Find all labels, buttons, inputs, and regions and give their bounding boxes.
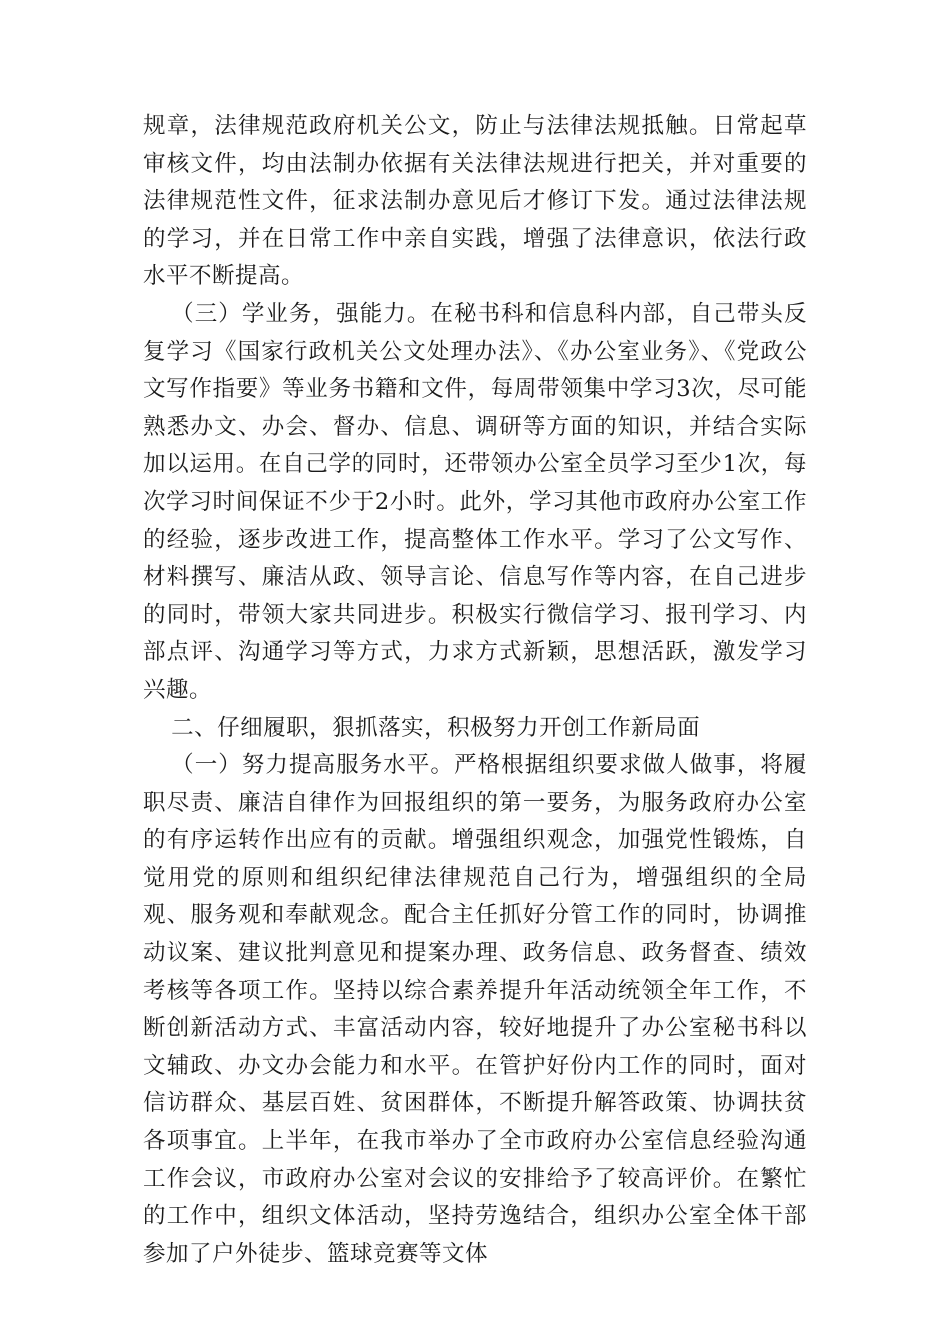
paragraph-service-level: （一）努力提高服务水平。严格根据组织要求做人做事，将履职尽责、廉洁自律作为回报组织的第一要务，为服务政府办公室的有序运转作出应有的贡献。增强组织观念，加强党性锻炼，自觉用党的原则和组织纪律法律规范自己行为，增强组织的全局观、服务观和奉献观念。配合主任抓好分管工作的同时，协调推动议案、建议批判意见和提案办理、政务信息、政务督查、绩效考核等各项工作。坚持以综合素养提升年活动统领全年工作，不断创新活动方式、丰富活动内容，较好地提升了办公室秘书科以文辅政、办文办会能力和水平。在管护好份内工作的同时，面对信访群众、基层百姓、贫困群体，不断提升解答政策、协调扶贫各项事宜。上半年，在我市举办了全市政府办公室信息经验沟通工作会议，市政府办公室对会议的安排给予了较高评价。在繁忙的工作中，组织文体活动，坚持劳逸结合，组织办公室全体干部参加了户外徒步、篮球竞赛等文体	[143, 752, 807, 1267]
paragraph-study-business: （三）学业务，强能力。在秘书科和信息科内部，自己带头反复学习《国家行政机关公文处理办法》、《办公室业务》、《党政公文写作指要》等业务书籍和文件，每周带领集中学习3次，尽可能熟悉办文、办会、督办、信息、调研等方面的知识，并结合实际加以运用。在自己学的同时，还带领办公室全员学习至少1次，每次学习时间保证不少于2小时。此外，学习其他市政府办公室工作的经验，逐步改进工作，提高整体工作水平。学习了公文写作、材料撰写、廉洁从政、领导言论、信息写作等内容，在自己进步的同时，带领大家共同进步。积极实行微信学习、报刊学习、内部点评、沟通学习等方式，力求方式新颖，思想活跃，激发学习兴趣。	[143, 300, 807, 703]
document-body	[143, 108, 807, 1273]
section-heading-two: 二、仔细履职，狠抓落实，积极努力开创工作新局面	[171, 714, 701, 741]
paragraph-law-practice: 规章，法律规范政府机关公文，防止与法律法规抵触。日常起草审核文件，均由法制办依据有关法律法规进行把关，并对重要的法律规范性文件，征求法制办意见后才修订下发。通过法律法规的学习，并在日常工作中亲自实践，增强了法律意识，依法行政水平不断提高。	[143, 113, 807, 290]
